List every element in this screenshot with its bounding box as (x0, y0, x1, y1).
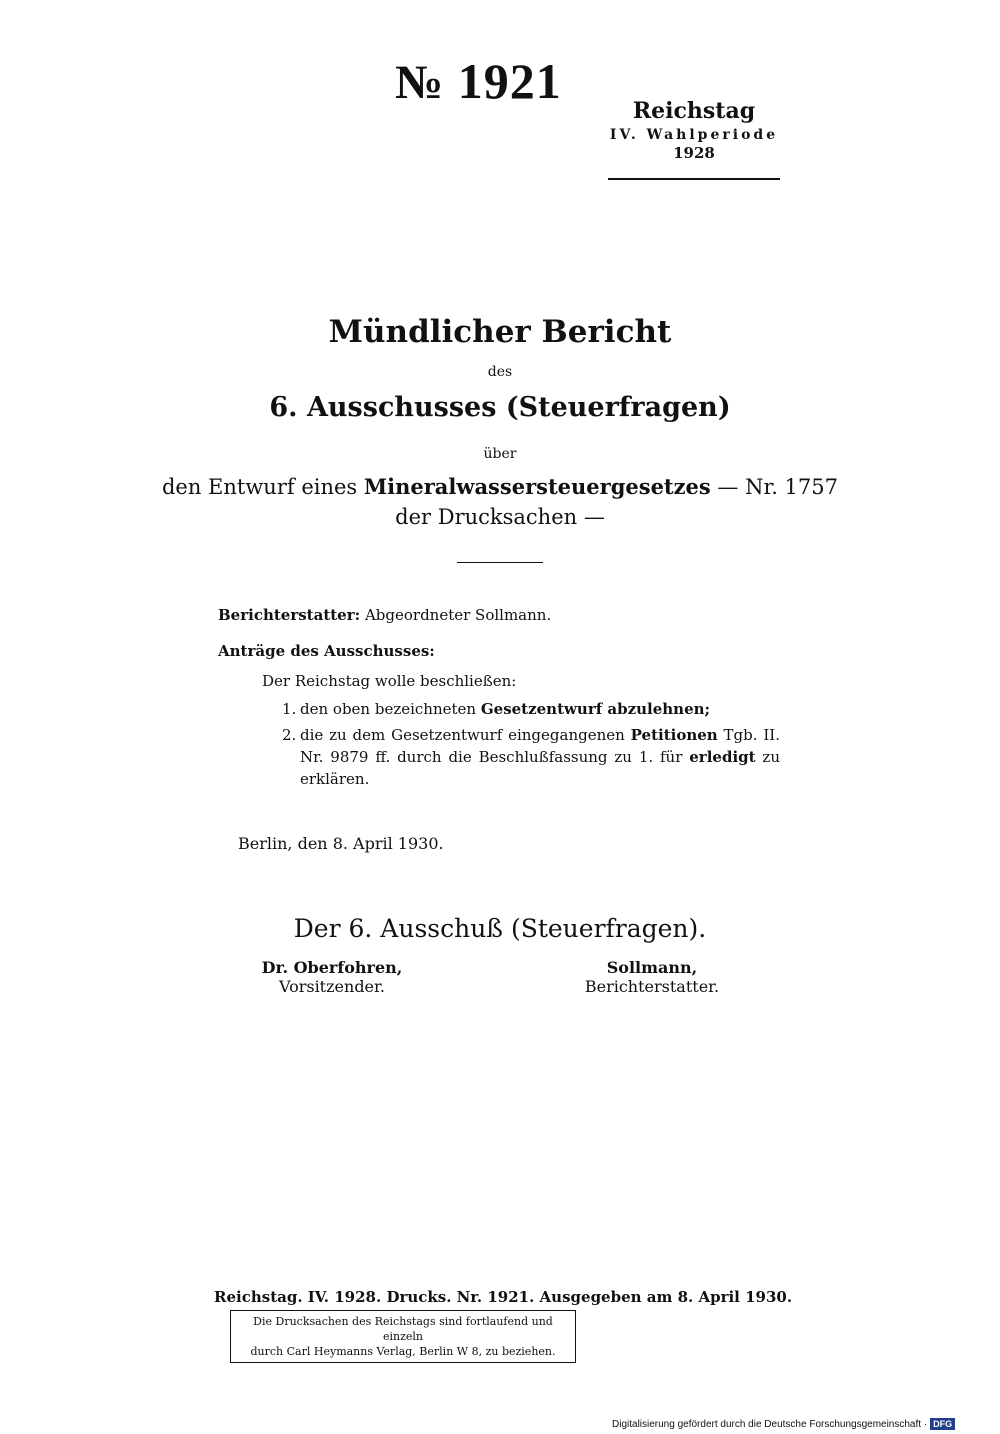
digitization-note (612, 1418, 955, 1430)
footer-line: Reichstag. IV. 1928. Drucks. Nr. 1921. Ausgegeben am 8. April 1930. (214, 1288, 793, 1306)
signature-left-role: Vorsitzender. (278, 977, 385, 996)
number-symbol: № (395, 56, 445, 109)
subject-bold: Mineralwassersteuergesetzes (363, 474, 711, 499)
separator-rule (457, 562, 543, 563)
footer-box-line-1: Die Drucksachen des Reichstags sind fortlaufend und einzeln (253, 1315, 553, 1343)
motion-item (282, 724, 780, 790)
motion-number: 1. (282, 700, 297, 718)
document-number-value: 1921 (457, 53, 562, 109)
footer-box-line-2: durch Carl Heymanns Verlag, Berlin W 8, zu beziehen. (250, 1345, 556, 1358)
motion-number: 2. (282, 726, 297, 744)
signing-committee: Der 6. Ausschuß (Steuerfragen). (293, 914, 707, 943)
reichstag-rule (608, 178, 780, 180)
motions-intro: Der Reichstag wolle beschließen: (262, 672, 517, 690)
title-des: des (487, 364, 513, 380)
signature-left-name: Dr. Oberfohren, (261, 958, 403, 977)
reichstag-period: IV. Wahlperiode (609, 127, 779, 143)
motion-text-post: zu erklären. (300, 748, 780, 788)
committee-title: 6. Ausschusses (Steuerfragen) (269, 392, 731, 423)
motion-text: den oben bezeichneten (300, 700, 481, 718)
subject-post: — Nr. 1757 (710, 475, 839, 499)
digitization-text: Digitalisierung gefördert durch die Deutsche Forschungsgemeinschaft · (612, 1419, 928, 1430)
subject-pre: den Entwurf eines (161, 475, 364, 499)
motion-bold-2: erledigt (689, 748, 756, 766)
motion-item (282, 698, 780, 720)
date-line: Berlin, den 8. April 1930. (238, 834, 444, 853)
dfg-logo: DFG (930, 1418, 955, 1430)
rapporteur-value: Abgeordneter Sollmann. (364, 606, 552, 624)
subject-line-2: der Drucksachen — (395, 505, 605, 529)
footer-box (230, 1310, 576, 1363)
rapporteur-label: Berichterstatter: (218, 606, 361, 624)
motions-label: Anträge des Ausschusses: (218, 642, 435, 660)
report-title: Mündlicher Bericht (328, 314, 672, 350)
reichstag-title: Reichstag (632, 98, 756, 124)
title-ueber: über (483, 446, 517, 462)
motion-bold: Petitionen (630, 726, 718, 744)
subject-line-1 (150, 474, 850, 499)
document-number (395, 52, 595, 110)
motion-bold: Gesetzentwurf abzulehnen; (480, 700, 711, 718)
signature-right (532, 958, 772, 996)
reichstag-box (608, 98, 780, 162)
signature-right-name: Sollmann, (606, 958, 698, 977)
motion-text-mid: Tgb. II. Nr. 9879 ff. durch die Beschlußfassung zu 1. für (300, 726, 781, 766)
reichstag-year: 1928 (673, 144, 715, 162)
signature-left (212, 958, 452, 996)
rapporteur-line (218, 606, 551, 624)
motion-text: die zu dem Gesetzentwurf eingegangenen (300, 726, 631, 744)
signature-right-role: Berichterstatter. (584, 977, 720, 996)
